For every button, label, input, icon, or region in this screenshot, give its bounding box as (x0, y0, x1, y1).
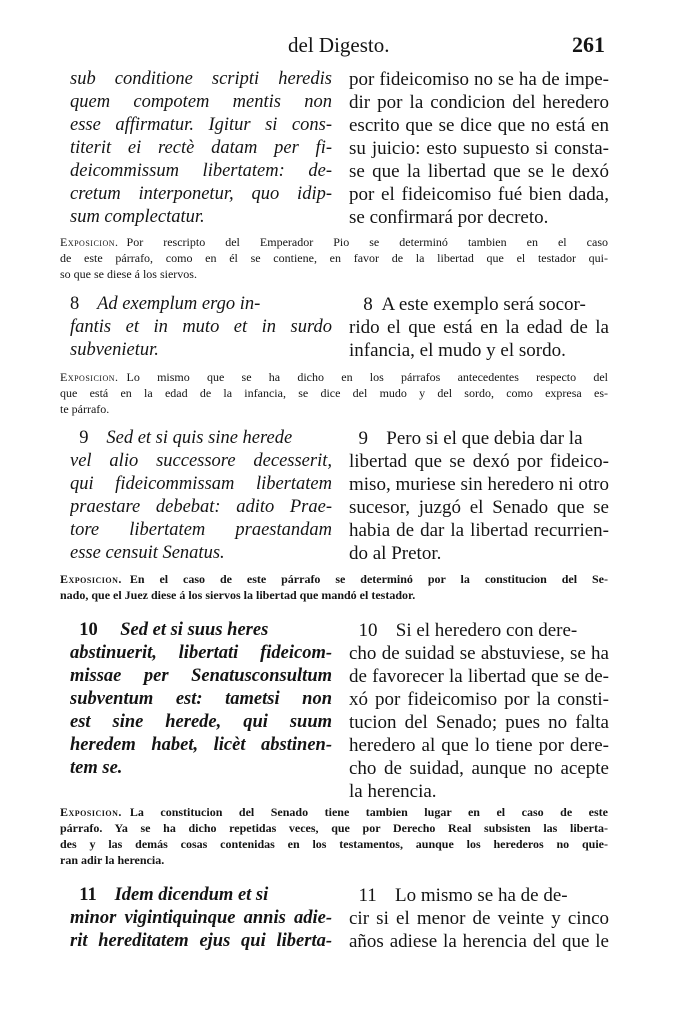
latin-line: 10 Sed et si suus heres (79, 620, 269, 640)
latin-column-paragraph-10 (70, 619, 332, 780)
latin-line: praestare debebat: adito Prae- (70, 497, 332, 517)
spanish-line: de favorecer la libertad que se de- (349, 666, 609, 687)
latin-line: deicommissum libertatem: de- (70, 161, 332, 181)
paragraph-number: 11 (79, 885, 97, 905)
exposicion-note-2 (60, 369, 608, 417)
running-title: del Digesto. (288, 33, 390, 57)
expo-line: Exposicion. Por rescripto del Emperador Pio se determinó tambien en el caso (60, 235, 608, 249)
latin-line: missae per Senatusconsultum (70, 666, 332, 686)
spanish-line: se que la libertad que se le dexó (349, 161, 609, 182)
spanish-line: por fideicomiso no se ha de impe- (349, 69, 609, 90)
spanish-line: cho de suidad, aunque no acepte (349, 758, 609, 779)
latin-line: qui fideicommissam libertatem (70, 474, 332, 494)
spanish-line: do al Pretor. (349, 543, 442, 564)
expo-label: Exposicion. (60, 572, 122, 586)
latin-line: sub conditione scripti heredis (70, 69, 332, 89)
spanish-line: habia de dar la libertad recurrien- (349, 520, 609, 541)
latin-line: heredem habet, licèt abstinen- (70, 735, 332, 755)
latin-line: esse affirmatur. Igitur si cons- (70, 115, 332, 135)
spanish-line: se confirmará por decreto. (349, 207, 549, 228)
latin-column-paragraph-11 (70, 884, 332, 953)
latin-line: tore libertatem praestandam (70, 520, 332, 540)
expo-line: Exposicion. La constitucion del Senado tiene tambien lugar en el caso de este (60, 805, 608, 819)
expo-line: que está en la edad de la infancia, se dice del mudo y del sordo, como expresa es- (60, 386, 608, 400)
expo-label: Exposicion. (60, 235, 119, 249)
spanish-line: xó por fideicomiso por la consti- (349, 689, 609, 710)
spanish-column-paragraph-11 (349, 884, 609, 953)
spanish-column-paragraph-10 (349, 619, 609, 803)
spanish-line: años adiese la herencia del que le (349, 931, 609, 952)
latin-column-paragraph-8 (70, 293, 332, 362)
spanish-column-paragraph-8 (349, 293, 609, 362)
spanish-line: sucesor, juzgó el Senado que se (349, 497, 609, 518)
latin-line: cretum interponetur, quo idip- (70, 184, 332, 204)
latin-line: 11 Idem dicendum et si (79, 885, 269, 905)
spanish-line: 11 Lo mismo se ha de de- (358, 885, 568, 906)
spanish-column-block1 (349, 68, 609, 229)
paragraph-number: 8 (363, 294, 373, 315)
paragraph-number: 9 (79, 428, 89, 448)
latin-line: 9 Sed et si quis sine herede (79, 428, 293, 448)
latin-line: titerit ei rectè datam per fi- (70, 138, 332, 158)
spanish-line: infancia, el mudo y el sordo. (349, 340, 566, 361)
latin-line: sum complectatur. (70, 207, 205, 227)
paragraph-number: 10 (79, 620, 98, 640)
spanish-line: la herencia. (349, 781, 437, 802)
expo-line: nado, que el Juez diese á los siervos la libertad que mandó el testador. (60, 588, 416, 602)
paragraph-number: 9 (358, 428, 368, 449)
spanish-line: dir por la condicion del heredero (349, 92, 609, 113)
spanish-line: tucion del Senado; pues no falta (349, 712, 609, 733)
expo-line: so que se diese á los siervos. (60, 267, 197, 281)
latin-line: minor vigintiquinque annis adie- (70, 908, 332, 928)
spanish-line: heredero al que lo tiene por dere- (349, 735, 609, 756)
spanish-line: por el fideicomiso fué bien dada, (349, 184, 609, 205)
spanish-line: cho de suidad se abstuviese, se ha (349, 643, 609, 664)
latin-line: subvenietur. (70, 340, 159, 360)
latin-line: subventum est: tametsi non (70, 689, 332, 709)
exposicion-note-3 (60, 571, 608, 603)
spanish-line: cir si el menor de veinte y cinco (349, 908, 609, 929)
exposicion-note-4 (60, 804, 608, 868)
spanish-line: libertad que se dexó por fideico- (349, 451, 609, 472)
latin-line: quem compotem mentis non (70, 92, 332, 112)
spanish-line: 9 Pero si el que debia dar la (358, 428, 583, 449)
latin-column-paragraph-9 (70, 427, 332, 565)
spanish-line: 10 Si el heredero con dere- (358, 620, 578, 641)
latin-line: tem se. (70, 758, 123, 778)
latin-line: 8 Ad exemplum ergo in- (70, 294, 261, 314)
latin-line: vel alio successore decesserit, (70, 451, 332, 471)
expo-line: Exposicion. En el caso de este párrafo se determinó por la constitucion del Se- (60, 572, 608, 586)
latin-line: est sine herede, qui suum (70, 712, 332, 732)
latin-line: esse censuit Senatus. (70, 543, 225, 563)
page-number: 261 (572, 32, 605, 57)
expo-line: de este párrafo, como en él se contiene, en favor de la libertad que el testador qui- (60, 251, 608, 265)
expo-line: des y las demás cosas contenidas en los testamentos, aunque los herederos no quie- (60, 837, 608, 851)
expo-line: ran adir la herencia. (60, 853, 165, 867)
latin-line: rit hereditatem ejus qui liberta- (70, 931, 332, 951)
spanish-line: su juicio: esto supuesto si consta- (349, 138, 609, 159)
exposicion-note-1 (60, 234, 608, 282)
expo-line: párrafo. Ya se ha dicho repetidas veces, que por Derecho Real subsisten las liberta- (60, 821, 608, 835)
running-head (0, 30, 682, 60)
latin-line: abstinuerit, libertati fideicom- (70, 643, 332, 663)
spanish-line: rido el que está en la edad de la (349, 317, 609, 338)
expo-label: Exposicion. (60, 370, 119, 384)
paragraph-number: 11 (358, 885, 377, 906)
paragraph-number: 10 (358, 620, 378, 641)
spanish-line: 8 A este exemplo será socor- (363, 294, 586, 315)
spanish-line: miso, muriese sin heredero ni otro (349, 474, 609, 495)
paragraph-number: 8 (70, 294, 80, 314)
latin-line: fantis et in muto et in surdo (70, 317, 332, 337)
spanish-line: escrito que se dice que no está en (349, 115, 609, 136)
expo-line: te párrafo. (60, 402, 110, 416)
expo-label: Exposicion. (60, 805, 122, 819)
spanish-column-paragraph-9 (349, 427, 609, 565)
expo-line: Exposicion. Lo mismo que se ha dicho en los párrafos antecedentes respecto del (60, 370, 608, 384)
latin-column-block1 (70, 68, 332, 229)
